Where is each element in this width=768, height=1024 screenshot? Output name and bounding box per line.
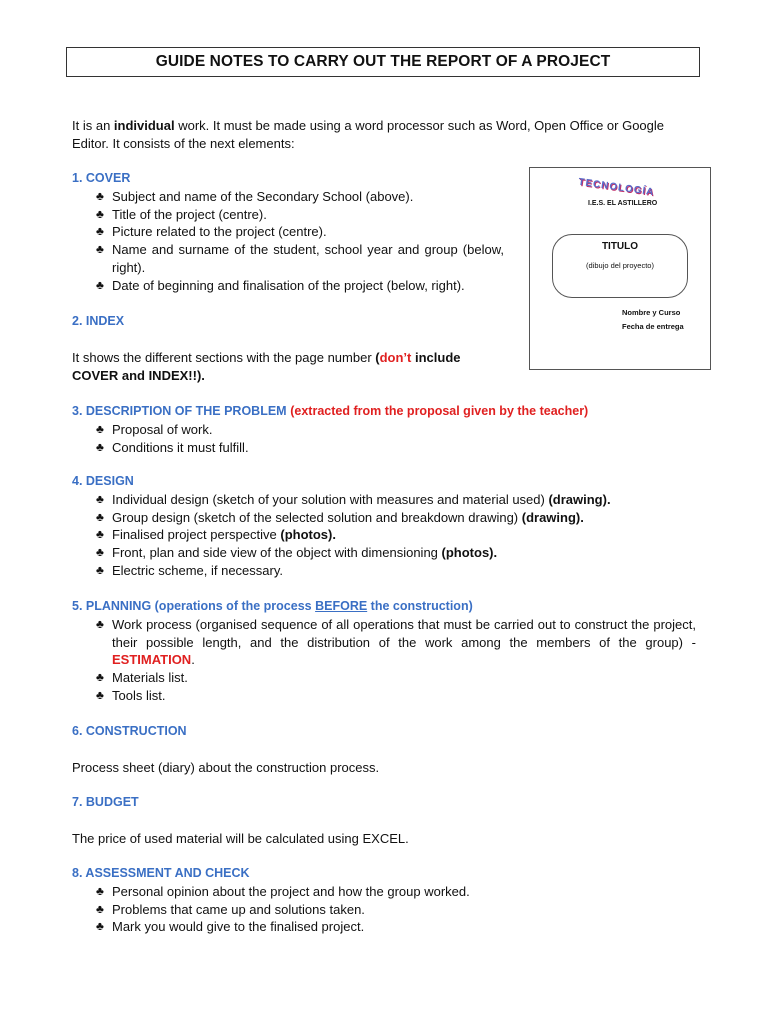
cover-drawing-caption: (dibujo del proyecto) [586, 261, 654, 270]
club-bullet-icon: ♣ [96, 670, 104, 685]
list-item: ♣ Work process (organised sequence of all operations that must be carried out to construct the project, their possible length, and the distribution of the work among the members of the group) - ESTIMATION. [96, 616, 696, 668]
intro-paragraph: It is an individual work. It must be made using a word processor such as Word, Open Office or Google Editor. It consists of the next elements: [72, 118, 665, 151]
budget-paragraph: The price of used material will be calculated using EXCEL. [72, 830, 409, 846]
list-item: ♣ Name and surname of the student, school year and group (below, right). [96, 242, 504, 275]
cover-name: Nombre y Curso [622, 308, 681, 317]
cover-logo: TECNOLOGÍA [577, 176, 656, 199]
club-bullet-icon: ♣ [96, 545, 104, 560]
cover-date: Fecha de entrega [622, 322, 684, 331]
list-item: ♣ Materials list. [96, 670, 188, 686]
list-item: ♣ Proposal of work. [96, 421, 213, 437]
club-bullet-icon: ♣ [96, 421, 104, 436]
club-bullet-icon: ♣ [96, 919, 104, 934]
section-heading-assessment: 8. ASSESSMENT AND CHECK [72, 866, 250, 880]
club-bullet-icon: ♣ [96, 509, 104, 524]
section-heading-cover: 1. COVER [72, 171, 131, 185]
cover-school: I.E.S. EL ASTILLERO [588, 200, 658, 207]
list-item: ♣ Subject and name of the Secondary School (above). [96, 188, 414, 204]
section-heading-design: 4. DESIGN [72, 474, 134, 488]
list-item: ♣ Date of beginning and finalisation of the project (below, right). [96, 277, 465, 293]
section-heading-planning: 5. PLANNING (operations of the process BEFORE the construction) [72, 599, 473, 613]
club-bullet-icon: ♣ [96, 883, 104, 898]
section-index [72, 313, 504, 384]
list-item: ♣ Finalised project perspective (photos). [96, 527, 336, 543]
club-bullet-icon: ♣ [96, 242, 104, 257]
list-item: ♣ Tools list. [96, 687, 166, 703]
club-bullet-icon: ♣ [96, 901, 104, 916]
section-heading-construction: 6. CONSTRUCTION [72, 724, 187, 738]
section-construction [72, 723, 696, 777]
cover-title-frame [552, 234, 688, 298]
list-item: ♣ Individual design (sketch of your solution with measures and material used) (drawing). [96, 491, 611, 507]
section-heading-budget: 7. BUDGET [72, 795, 139, 809]
section-planning [72, 598, 696, 705]
index-paragraph: It shows the different sections with the page number (don’t include COVER and INDEX!!). [72, 349, 461, 383]
cover-example-image [529, 167, 711, 370]
club-bullet-icon: ♣ [96, 527, 104, 542]
cover-title: TITULO [601, 241, 639, 252]
club-bullet-icon: ♣ [96, 687, 104, 702]
list-item: ♣ Mark you would give to the finalised project. [96, 919, 365, 935]
list-item: ♣ Personal opinion about the project and how the group worked. [96, 883, 470, 899]
club-bullet-icon: ♣ [96, 616, 104, 631]
section-budget [72, 794, 696, 848]
list-item: ♣ Title of the project (centre). [96, 206, 267, 222]
club-bullet-icon: ♣ [96, 562, 104, 577]
club-bullet-icon: ♣ [96, 188, 104, 203]
list-item: ♣ Front, plan and side view of the object with dimensioning (photos). [96, 545, 498, 561]
section-description: 3. DESCRIPTION OF THE PROBLEM (extracted from the proposal given by the teacher) ♣ Proposal of work. ♣ Conditions it must fulfill. [72, 402, 696, 456]
section-cover [72, 170, 504, 295]
list-item: ♣ Electric scheme, if necessary. [96, 562, 283, 578]
construction-paragraph: Process sheet (diary) about the construction process. [72, 759, 380, 775]
club-bullet-icon: ♣ [96, 439, 104, 454]
club-bullet-icon: ♣ [96, 277, 104, 292]
club-bullet-icon: ♣ [96, 206, 104, 221]
section-design [72, 473, 696, 580]
page-title: GUIDE NOTES TO CARRY OUT THE REPORT OF A PROJECT [66, 47, 700, 77]
club-bullet-icon: ♣ [96, 224, 104, 239]
list-item: ♣ Picture related to the project (centre). [96, 224, 327, 240]
section-assessment [72, 865, 696, 936]
club-bullet-icon: ♣ [96, 491, 104, 506]
section-heading-description: 3. DESCRIPTION OF THE PROBLEM [72, 404, 287, 418]
list-item: ♣ Conditions it must fulfill. [96, 439, 249, 455]
list-item: ♣ Group design (sketch of the selected solution and breakdown drawing) (drawing). [96, 509, 584, 525]
section-heading-index: 2. INDEX [72, 314, 125, 328]
list-item: ♣ Problems that came up and solutions taken. [96, 901, 365, 917]
